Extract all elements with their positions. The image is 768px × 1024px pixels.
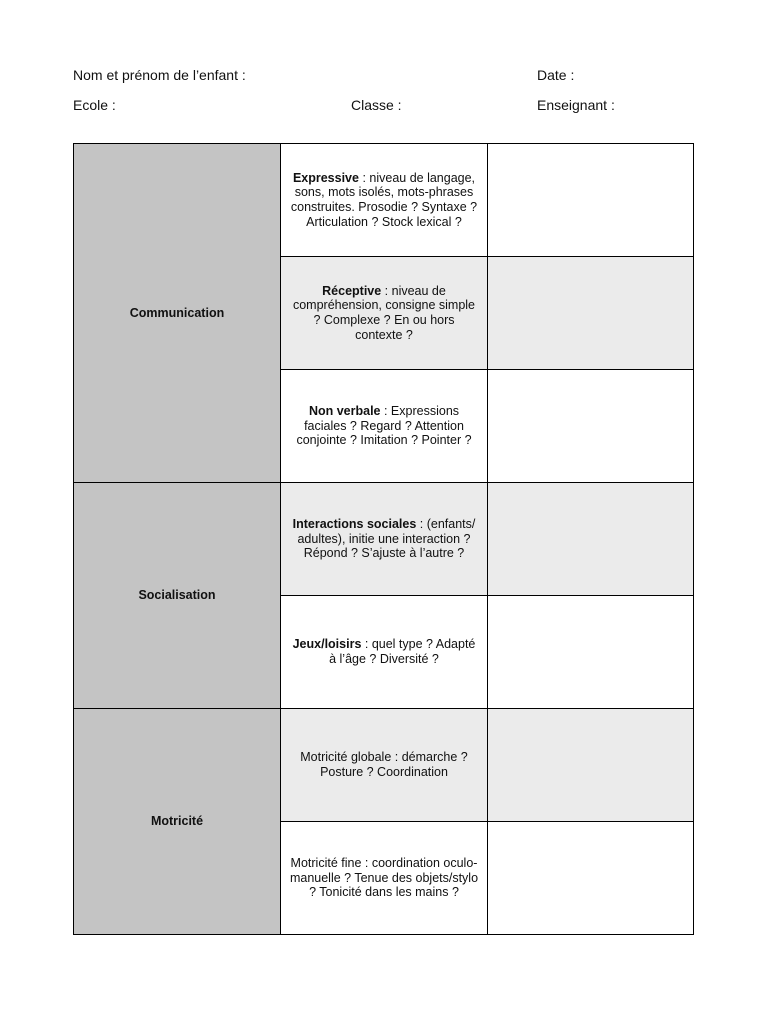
- criterion-social-interactions: [281, 483, 488, 596]
- notes-cell-games-leisure[interactable]: [488, 596, 694, 709]
- criterion-expressive: [281, 144, 488, 257]
- class-label: Classe :: [351, 97, 402, 113]
- criterion-title: Non verbale: [308, 404, 381, 419]
- criterion-games-leisure: [281, 596, 488, 709]
- child-name-label: Nom et prénom de l’enfant :: [73, 67, 246, 83]
- criterion-text: : (enfants/ adultes), initie une interaction ? Répond ? S’ajuste à l’autre ?: [297, 517, 476, 561]
- notes-cell-fine-motor[interactable]: [488, 822, 694, 935]
- criterion-text: Motricité fine : coordination oculo-manuelle ? Tenue des objets/stylo ? Tonicité dans les mains ?: [289, 856, 479, 900]
- category-motricite: Motricité: [74, 709, 281, 935]
- criterion-receptive: [281, 257, 488, 370]
- notes-cell-expressive[interactable]: [488, 144, 694, 257]
- criterion-text: Motricité globale : démarche ? Posture ? Coordination: [300, 750, 468, 779]
- criterion-text: : Expressions faciales ? Regard ? Attention conjointe ? Imitation ? Pointer ?: [296, 404, 472, 448]
- school-label: Ecole :: [73, 97, 116, 113]
- notes-cell-gross-motor[interactable]: [488, 709, 694, 822]
- criterion-fine-motor: [281, 822, 488, 935]
- criterion-text: : quel type ? Adapté à l’âge ? Diversité ?: [329, 637, 476, 666]
- notes-cell-non-verbal[interactable]: [488, 370, 694, 483]
- criterion-title: Jeux/loisirs: [292, 637, 362, 652]
- criterion-text: : niveau de compréhension, consigne simple ? Complexe ? En ou hors contexte ?: [292, 283, 476, 342]
- criterion-text: : niveau de langage, sons, mots isolés, mots-phrases construites. Prosodie ? Syntaxe ? Articulation ? Stock lexical ?: [290, 170, 478, 229]
- teacher-label: Enseignant :: [537, 97, 615, 113]
- category-socialisation: Socialisation: [74, 483, 281, 709]
- criterion-non-verbal: [281, 370, 488, 483]
- notes-cell-receptive[interactable]: [488, 257, 694, 370]
- criterion-title: Réceptive: [322, 283, 382, 298]
- date-label: Date :: [537, 67, 575, 83]
- criterion-title: Interactions sociales: [292, 517, 417, 532]
- criterion-gross-motor: [281, 709, 488, 822]
- notes-cell-social-interactions[interactable]: [488, 483, 694, 596]
- observation-table: [73, 143, 694, 935]
- criterion-title: Expressive: [292, 170, 359, 185]
- category-communication: Communication: [74, 144, 281, 483]
